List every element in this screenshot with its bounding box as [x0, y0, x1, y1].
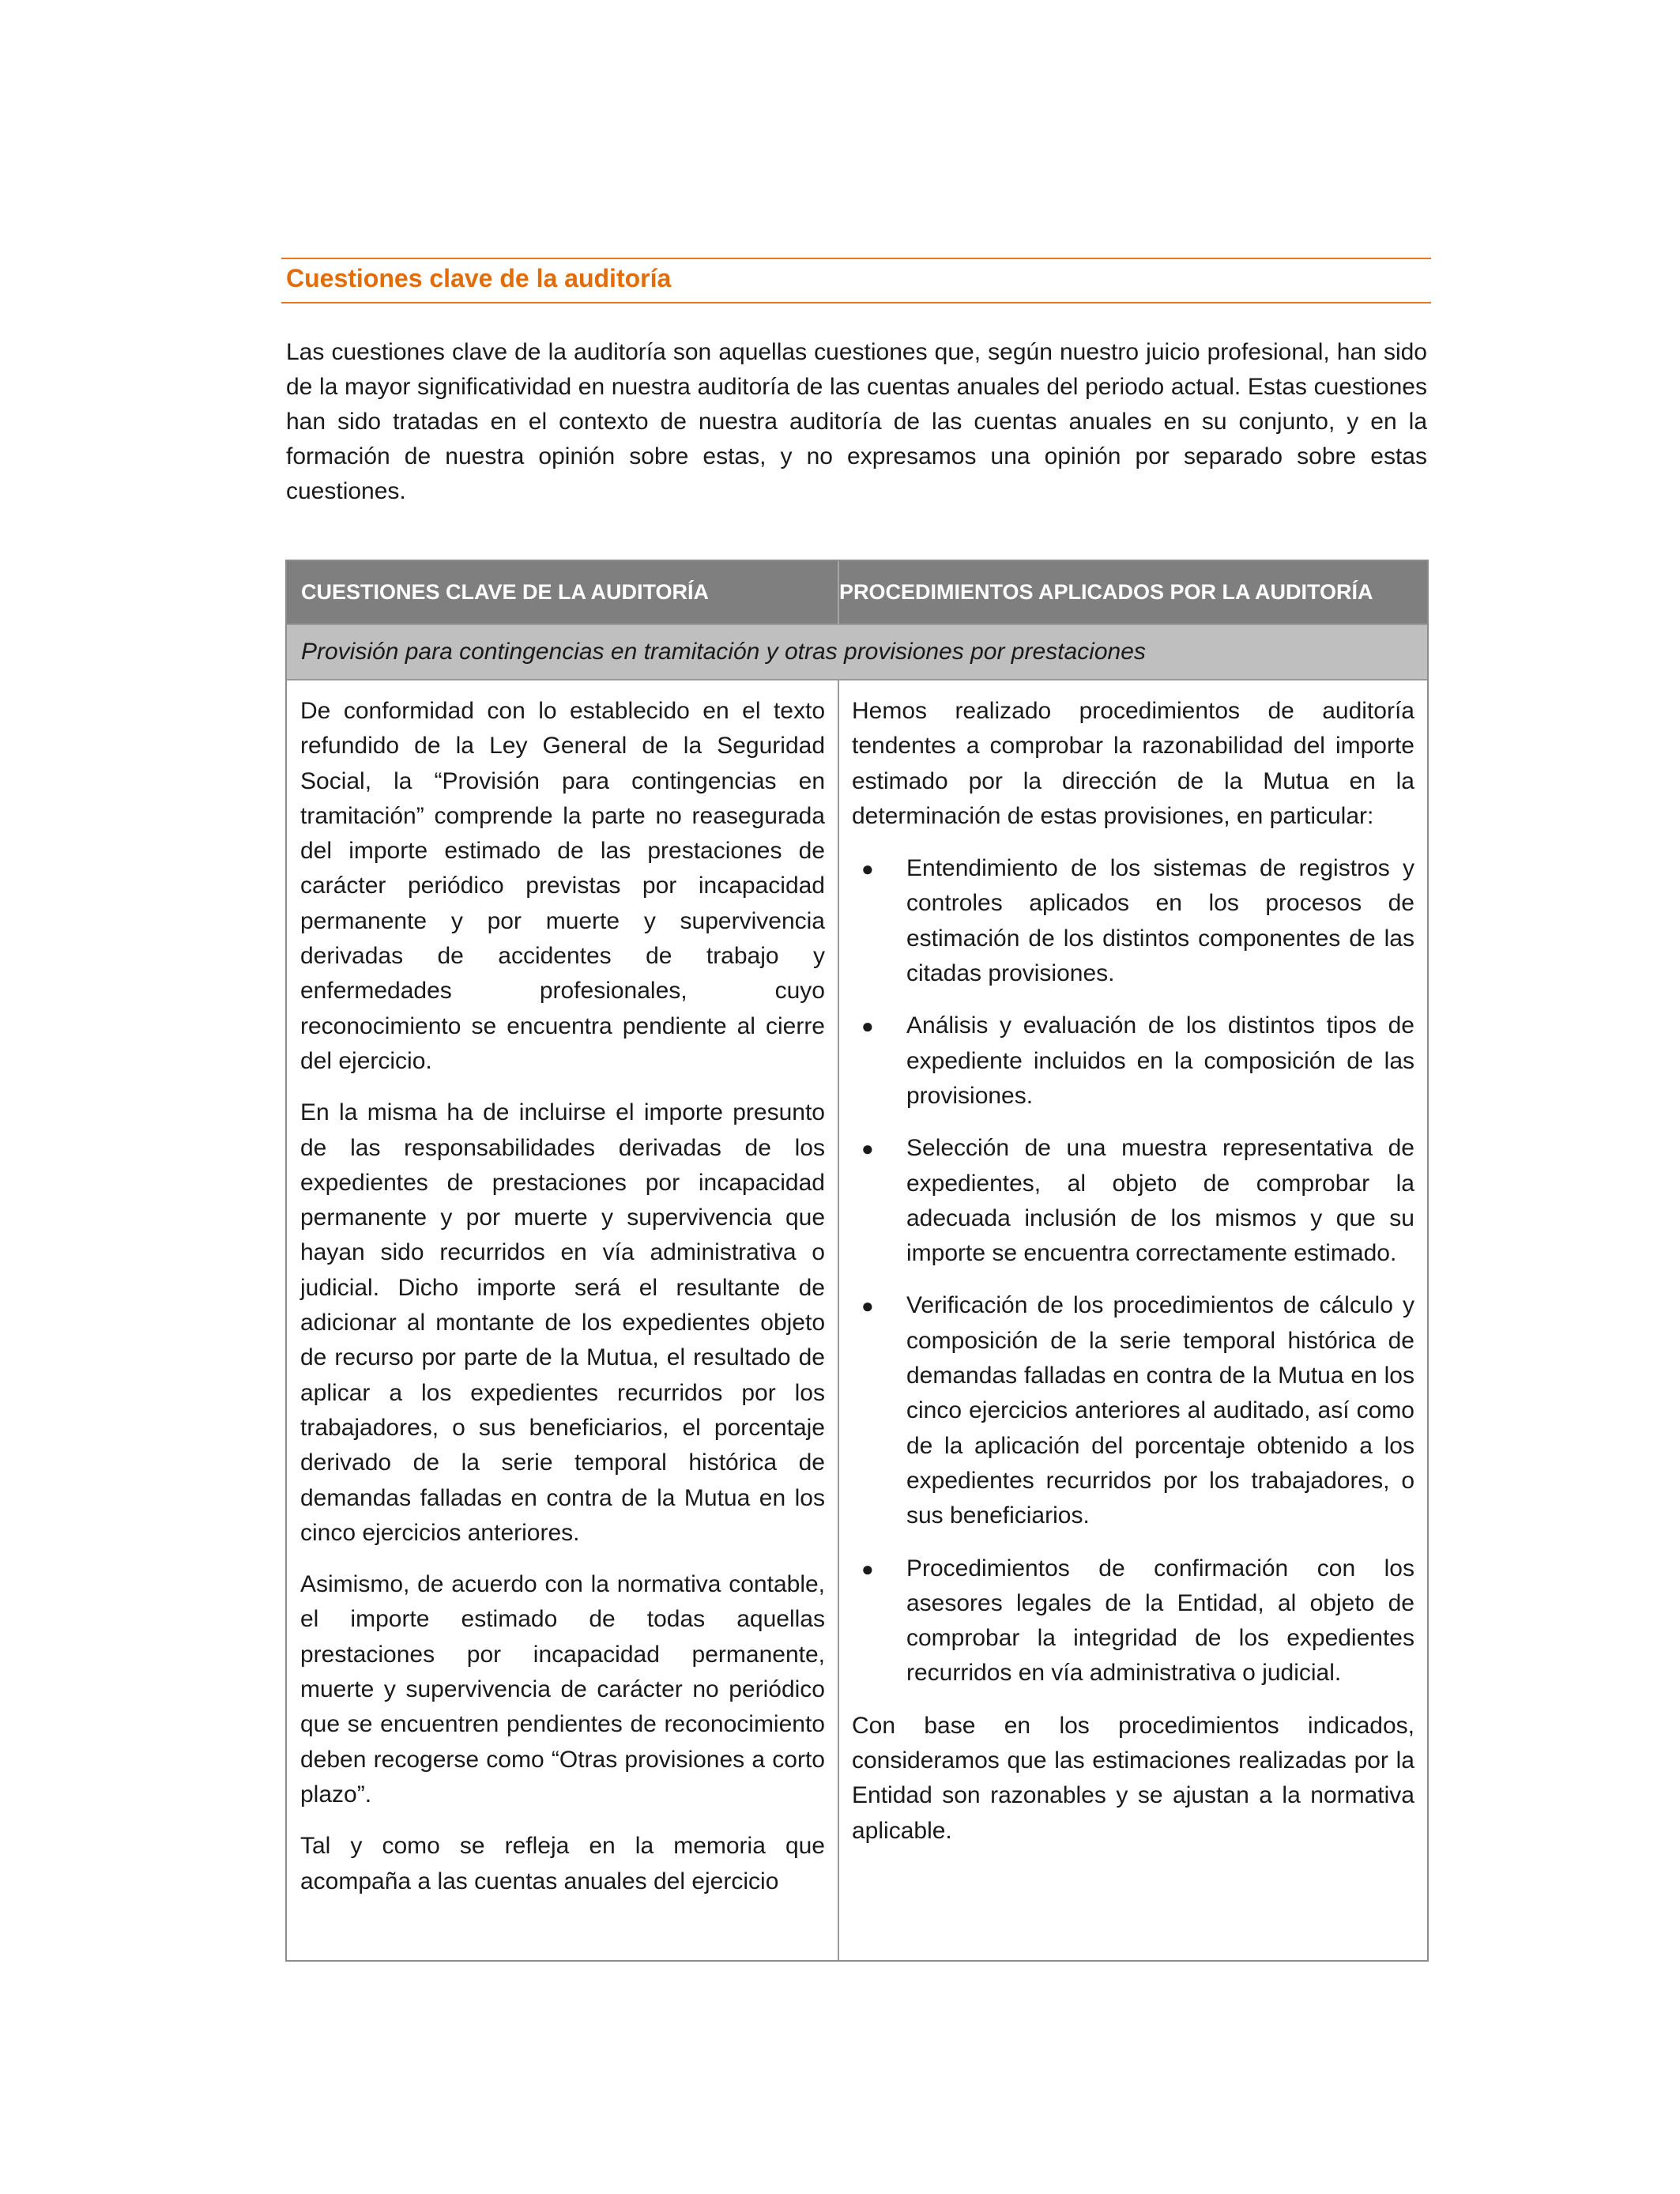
list-item: [852, 851, 1414, 991]
procedures-list: [852, 851, 1414, 1691]
table-header-row: [287, 561, 1427, 624]
list-item-text: Entendimiento de los sistemas de registros y controles aplicados en los procesos de estimación de los distintos componentes de las citadas provisiones.: [906, 855, 1414, 987]
bullet-icon: ●: [861, 1137, 874, 1161]
list-item-text: Selección de una muestra representativa de expedientes, al objeto de comprobar la adecuada inclusión de los mismos y que su importe se encuentra correctamente estimado.: [906, 1135, 1414, 1267]
section-title: Cuestiones clave de la auditoría: [286, 264, 672, 292]
list-item: [852, 1288, 1414, 1533]
procedures-conclusion: Con base en los procedimientos indicados, consideramos que las estimaciones realizadas por la Entidad son razonables y se ajustan a la normativa aplicable.: [852, 1712, 1414, 1844]
left-paragraph: En la misma ha de incluirse el importe presunto de las responsabilidades derivadas de los expedientes de prestaciones por incapacidad permanente y por muerte y supervivencia que hayan sido recurridos en vía administrativa o judicial. Dicho importe será el resultante de adicionar al montante de los expedientes objeto de recurso por parte de la Mutua, el resultado de aplicar a los expedientes recurridos por los trabajadores, o sus beneficiarios, el porcentaje derivado de la serie temporal histórica de demandas falladas en contra de la Mutua en los cinco ejercicios anteriores.: [300, 1099, 825, 1546]
intro-paragraph: Las cuestiones clave de la auditoría son aquellas cuestiones que, según nuestro juicio profesional, han sido de la mayor significatividad en nuestra auditoría de las cuentas anuales del periodo actual. Estas cuestiones han sido tratadas en el contexto de nuestra auditoría de las cuentas anuales en su conjunto, y en la formación de nuestra opinión sobre estas, y no expresamos una opinión por separado sobre estas cuestiones.: [286, 339, 1427, 504]
left-paragraph: Asimismo, de acuerdo con la normativa contable, el importe estimado de todas aquellas prestaciones por incapacidad permanente, muerte y supervivencia de carácter no periódico que se encuentren pendientes de reconocimiento deben recogerse como “Otras provisiones a corto plazo”.: [300, 1571, 825, 1808]
list-item: [852, 1551, 1414, 1691]
right-column: [852, 694, 1414, 1865]
key-audit-matters-table: [285, 560, 1429, 1962]
bullet-icon: ●: [861, 857, 874, 881]
bullet-icon: ●: [861, 1294, 874, 1318]
left-paragraph: Tal y como se refleja en la memoria que acompaña a las cuentas anuales del ejercicio: [300, 1833, 825, 1894]
table-subheader-row: [287, 624, 1427, 680]
list-item-text: Análisis y evaluación de los distintos tipos de expediente incluidos en la composición de las provisiones.: [906, 1012, 1414, 1109]
left-column: [300, 694, 825, 1916]
header-key-matters: CUESTIONES CLAVE DE LA AUDITORÍA: [301, 580, 710, 604]
list-item-text: Verificación de los procedimientos de cálculo y composición de la serie temporal histórica de demandas falladas en contra de la Mutua en los cinco ejercicios anteriores al auditado, así como de la aplicación del porcentaje obtenido a los expedientes recurridos por los trabajadores, o sus beneficiarios.: [906, 1292, 1414, 1529]
list-item: [852, 1131, 1414, 1271]
bullet-icon: ●: [861, 1556, 874, 1581]
column-divider: [838, 680, 839, 1960]
subheader-matter-title: Provisión para contingencias en tramitación y otras provisiones por prestaciones: [301, 639, 1146, 665]
list-item: [852, 1008, 1414, 1114]
left-paragraph: De conformidad con lo establecido en el texto refundido de la Ley General de la Seguridad Social, la “Provisión para contingencias en tramitación” comprende la parte no reasegurada del importe estimado de las prestaciones de carácter periódico previstas por incapacidad permanente y por muerte y supervivencia derivadas de accidentes de trabajo y enfermedades profesionales, cuyo reconocimiento se encuentra pendiente al cierre del ejercicio.: [300, 698, 825, 1074]
header-procedures: PROCEDIMIENTOS APLICADOS POR LA AUDITORÍA: [839, 580, 1373, 604]
procedures-intro: Hemos realizado procedimientos de auditoría tendentes a comprobar la razonabilidad del importe estimado por la dirección de la Mutua en la determinación de estas provisiones, en particular:: [852, 698, 1414, 829]
section-header: [281, 258, 1431, 303]
bullet-icon: ●: [861, 1014, 874, 1039]
list-item-text: Procedimientos de confirmación con los asesores legales de la Entidad, al objeto de comprobar la integridad de los expedientes recurridos en vía administrativa o judicial.: [906, 1555, 1414, 1687]
